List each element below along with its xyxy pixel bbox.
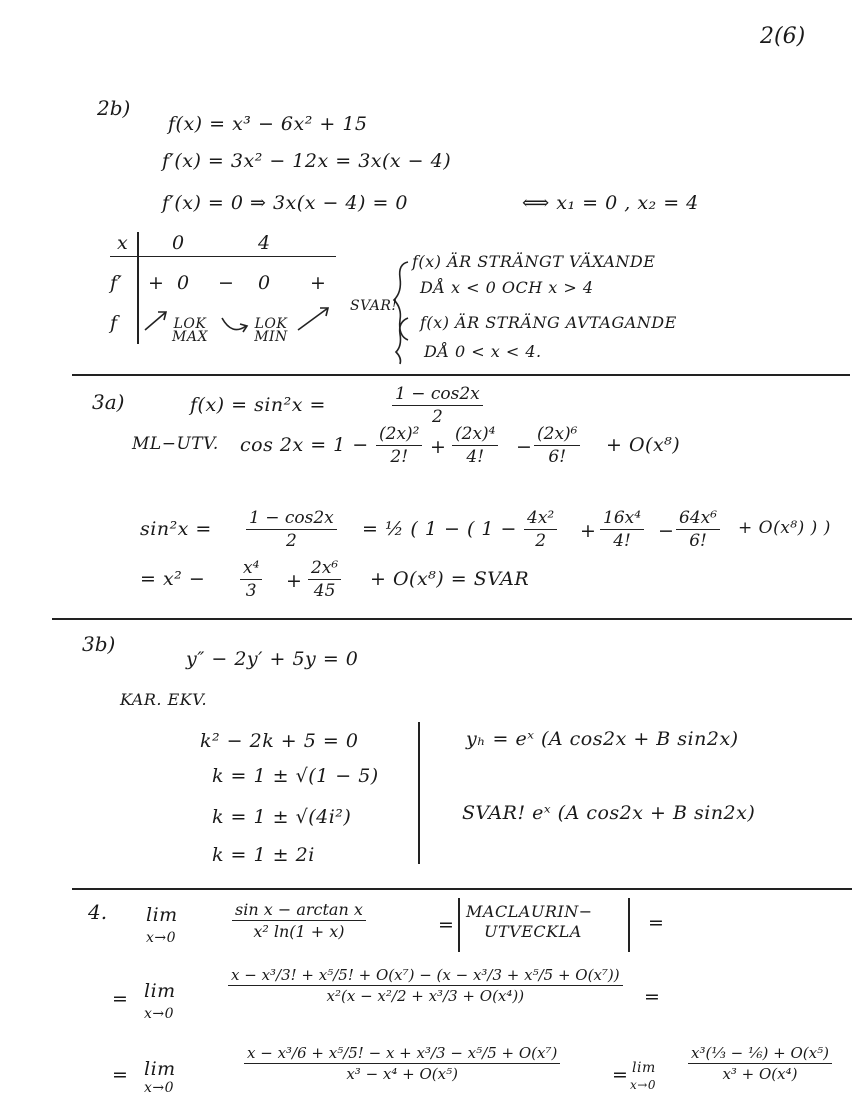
p3a-ml-tail: + O(x⁸) [606, 434, 681, 456]
page-number: 2(6) [760, 24, 806, 49]
p4-line1-fraction: sin x − arctan x x² ln(1 + x) [232, 900, 366, 941]
p3a-line1-num: 1 − cos2x [395, 384, 480, 404]
p4-maclaurin-bar-left [458, 898, 460, 952]
p3a-line1-fraction [392, 384, 483, 427]
table-fprime-sign-5: + [310, 272, 327, 294]
table-x4: 4 [258, 232, 271, 254]
table-fprime-sign-1: + [148, 272, 165, 294]
p4-maclaurin-line2: UTVECKLA [484, 922, 582, 941]
p4-lim-1-sub: x→0 [146, 930, 177, 946]
p4-lim-2: lim [144, 980, 176, 1002]
p4-lim-4-sub: x→0 [630, 1078, 656, 1092]
p2b-svar-label: SVAR! [350, 298, 398, 314]
p3a-line4-start: = x² − [140, 568, 206, 590]
p3b-divider [418, 722, 420, 864]
p4-eq-2: = [648, 912, 665, 934]
p3a-line3-fraction: 1 − cos2x 2 [246, 508, 337, 551]
table-f-head: f [110, 312, 118, 334]
p3a-line3-term-c: 64x⁶ 6! [676, 508, 720, 551]
p3a-plus-2: + [580, 520, 597, 542]
p3a-ml-term3: (2x)⁶ 6! [534, 424, 580, 467]
p3a-line3-left: sin²x = [140, 518, 212, 540]
p4-eq-4: = [644, 986, 661, 1008]
p3b-k3: k = 1 ± √(4i²) [212, 806, 352, 828]
p3b-k4: k = 1 ± 2i [212, 844, 315, 866]
p3a-line4-term-b: 2x⁶ 45 [308, 558, 341, 601]
p3b-kar-label: KAR. EKV. [120, 690, 208, 709]
p4-line3-right-fraction: x³(⅓ − ⅙) + O(x⁵) x³ + O(x⁴) [688, 1044, 832, 1083]
table-fprime-sign-2: 0 [177, 272, 190, 294]
p4-eq-1: = [438, 914, 455, 936]
p4-maclaurin-bar-right [628, 898, 630, 952]
table-x-head: x [117, 232, 129, 254]
table-lok-max: LOK MAX [172, 316, 208, 345]
p3a-ml-term2: (2x)⁴ 4! [452, 424, 498, 467]
p3a-ml-expr: cos 2x = 1 − [240, 434, 369, 456]
p4-eq-6: = [612, 1064, 629, 1086]
table-x0: 0 [172, 232, 185, 254]
p3a-line3-term-a: 4x² 2 [524, 508, 557, 551]
p4-lim-3-sub: x→0 [144, 1080, 175, 1096]
table-lok-min: LOK MIN [254, 316, 288, 345]
p3b-yh: yₕ = eˣ (A cos2x + B sin2x) [466, 728, 739, 750]
problem-3a-label: 3a) [92, 390, 125, 414]
p4-eq-3: = [112, 988, 129, 1010]
p3a-plus-1: + [430, 436, 447, 458]
table-fprime-sign-3: − [218, 272, 235, 294]
p3b-k2: k = 1 ± √(1 − 5) [212, 765, 379, 787]
p3a-line3-term-b: 16x⁴ 4! [600, 508, 644, 551]
p3a-ml-term1: (2x)² 2! [376, 424, 422, 467]
p3a-line1-left: f(x) = sin²x = [190, 394, 326, 416]
p2b-line1: f(x) = x³ − 6x² + 15 [168, 113, 368, 135]
p2b-answer-line2: DÅ x < 0 OCH x > 4 [420, 278, 594, 297]
p3a-minus-1: − [516, 436, 533, 458]
p3a-ml-label: ML−UTV. [132, 434, 219, 454]
p4-line2-fraction: x − x³/3! + x⁵/5! + O(x⁷) − (x − x³/3 + x⁵/5 + O(x⁷)) x²(x − x²/2 + x³/3 + O(x⁴)) [228, 966, 623, 1005]
problem-2b-label: 2b) [97, 96, 131, 120]
p2b-line3: f′(x) = 0 ⇒ 3x(x − 4) = 0 [162, 192, 408, 214]
p2b-answer-line1: f(x) ÄR STRÄNGT VÄXANDE [412, 252, 656, 271]
p3b-svar: SVAR! eˣ (A cos2x + B sin2x) [462, 802, 756, 824]
p3b-ode: y″ − 2y′ + 5y = 0 [186, 648, 359, 670]
p3a-line3-tail: + O(x⁸) ) ) [738, 518, 831, 538]
p4-line3-fraction: x − x³/6 + x⁵/5! − x + x³/3 − x⁵/5 + O(x⁷) x³ − x⁴ + O(x⁵) [244, 1044, 560, 1083]
p4-eq-5: = [112, 1064, 129, 1086]
p4-lim-2-sub: x→0 [144, 1006, 175, 1022]
section-divider-2 [52, 618, 852, 620]
p4-maclaurin-line1: MACLAURIN− [466, 902, 593, 921]
section-divider-3 [72, 888, 852, 890]
p2b-answer-line4: DÅ 0 < x < 4. [424, 342, 542, 361]
p2b-line2: f′(x) = 3x² − 12x = 3x(x − 4) [162, 150, 452, 172]
p4-lim-3: lim [144, 1058, 176, 1080]
p3a-minus-2: − [658, 520, 675, 542]
p3a-line3-mid: = ½ ( 1 − ( 1 − [362, 518, 517, 540]
p3a-line4-tail: + O(x⁸) = SVAR [370, 568, 530, 590]
problem-3b-label: 3b) [82, 632, 116, 656]
p4-lim-4: lim [632, 1060, 656, 1076]
section-divider-1 [72, 374, 850, 376]
p3a-line1-den: 2 [431, 407, 443, 427]
p2b-line3-roots: ⟺ x₁ = 0 , x₂ = 4 [522, 192, 699, 214]
table-fprime-head: f′ [110, 272, 123, 294]
p3b-k1: k² − 2k + 5 = 0 [200, 730, 359, 752]
problem-4-label: 4. [88, 900, 108, 924]
p3a-line4-term-a: x⁴ 3 [240, 558, 262, 601]
p4-lim-1: lim [146, 904, 178, 926]
table-fprime-sign-4: 0 [258, 272, 271, 294]
p3a-plus-3: + [286, 570, 303, 592]
p2b-answer-line3: f(x) ÄR STRÄNG AVTAGANDE [420, 313, 677, 332]
